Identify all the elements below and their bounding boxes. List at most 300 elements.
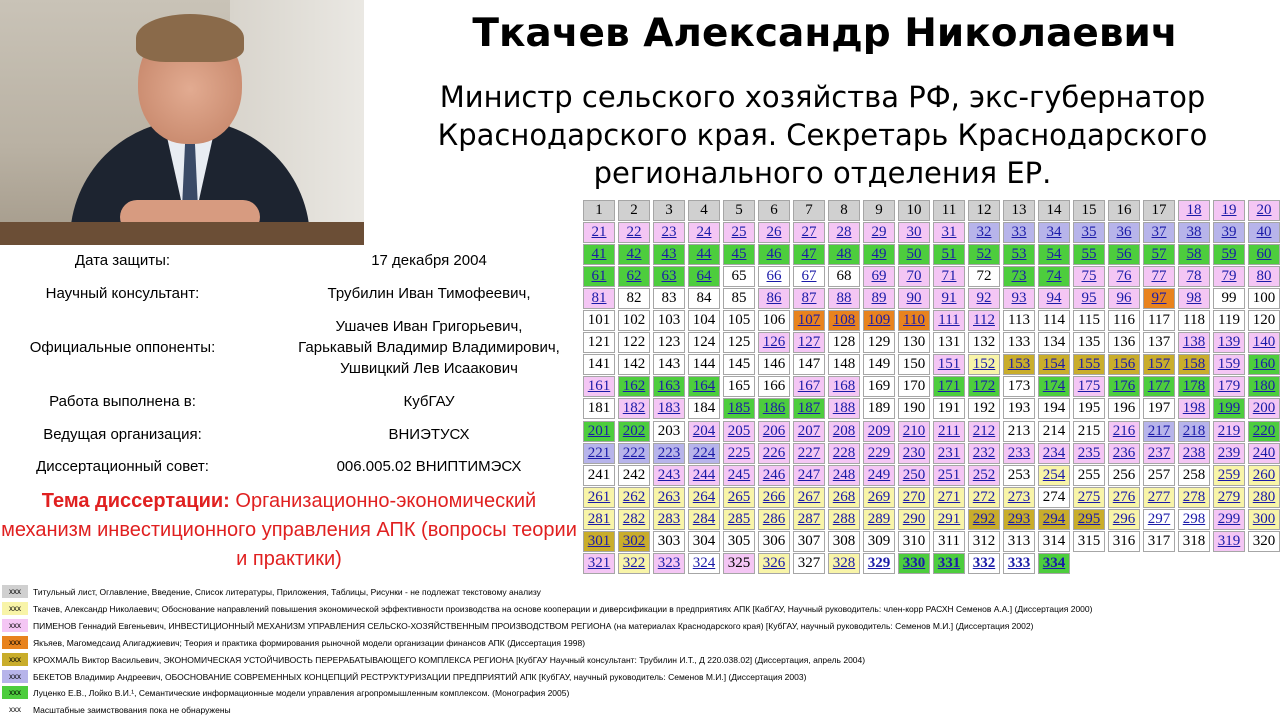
page-cell[interactable]: 153 <box>1003 354 1035 375</box>
page-cell[interactable]: 222 <box>618 443 650 464</box>
info-label: Научный консультант: <box>45 285 200 302</box>
page-cell: 124 <box>688 332 720 353</box>
legend-item <box>0 584 1280 600</box>
page-cell[interactable]: 187 <box>793 398 825 419</box>
page-cell[interactable]: 202 <box>618 421 650 442</box>
page-cell[interactable]: 244 <box>688 465 720 486</box>
page-cell[interactable]: 247 <box>793 465 825 486</box>
page-cell[interactable]: 96 <box>1108 288 1140 309</box>
page-cell: 325 <box>723 553 755 574</box>
page-cell[interactable]: 167 <box>793 376 825 397</box>
info-value: Трубилин Иван Тимофеевич, <box>327 285 531 302</box>
page-cell[interactable]: 267 <box>793 487 825 508</box>
page-cell[interactable]: 152 <box>968 354 1000 375</box>
page-cell[interactable]: 264 <box>688 487 720 508</box>
page-cell[interactable]: 52 <box>968 244 1000 265</box>
page-cell: 114 <box>1038 310 1070 331</box>
page-cell[interactable]: 300 <box>1248 509 1280 530</box>
page-cell[interactable]: 240 <box>1248 443 1280 464</box>
page-cell[interactable]: 186 <box>758 398 790 419</box>
page-cell: 115 <box>1073 310 1105 331</box>
page-cell[interactable]: 76 <box>1108 266 1140 287</box>
page-cell[interactable]: 299 <box>1213 509 1245 530</box>
page-cell[interactable]: 63 <box>653 266 685 287</box>
page-cell: 141 <box>583 354 615 375</box>
page-cell[interactable]: 20 <box>1248 200 1280 221</box>
page-cell[interactable]: 188 <box>828 398 860 419</box>
page-cell[interactable]: 228 <box>828 443 860 464</box>
page-cell[interactable]: 200 <box>1248 398 1280 419</box>
page-cell[interactable]: 269 <box>863 487 895 508</box>
page-cell[interactable]: 250 <box>898 465 930 486</box>
page-cell[interactable]: 90 <box>898 288 930 309</box>
page-cell[interactable]: 211 <box>933 421 965 442</box>
page-cell[interactable]: 201 <box>583 421 615 442</box>
page-cell[interactable]: 236 <box>1108 443 1140 464</box>
page-cell[interactable]: 272 <box>968 487 1000 508</box>
page-cell[interactable]: 216 <box>1108 421 1140 442</box>
page-cell[interactable]: 77 <box>1143 266 1175 287</box>
page-cell[interactable]: 265 <box>723 487 755 508</box>
page-cell[interactable]: 74 <box>1038 266 1070 287</box>
page-cell[interactable]: 48 <box>828 244 860 265</box>
page-cell[interactable]: 37 <box>1143 222 1175 243</box>
page-cell[interactable]: 329 <box>863 553 895 574</box>
page-cell[interactable]: 295 <box>1073 509 1105 530</box>
page-cell[interactable]: 230 <box>898 443 930 464</box>
page-cell[interactable]: 46 <box>758 244 790 265</box>
page-cell: 99 <box>1213 288 1245 309</box>
info-label: Работа выполнена в: <box>49 393 196 410</box>
page-cell[interactable]: 333 <box>1003 553 1035 574</box>
page-cell: 256 <box>1108 465 1140 486</box>
info-value: Гарькавый Владимир Владимирович, <box>298 339 560 356</box>
legend-swatch: xxx <box>2 686 28 699</box>
page-cell: 314 <box>1038 531 1070 552</box>
page-cell[interactable]: 291 <box>933 509 965 530</box>
page-cell[interactable]: 297 <box>1143 509 1175 530</box>
page-cell: 85 <box>723 288 755 309</box>
page-cell[interactable]: 321 <box>583 553 615 574</box>
page-cell[interactable]: 45 <box>723 244 755 265</box>
page-cell[interactable]: 293 <box>1003 509 1035 530</box>
page-cell[interactable]: 160 <box>1248 354 1280 375</box>
page-cell[interactable]: 225 <box>723 443 755 464</box>
page-cell[interactable]: 276 <box>1108 487 1140 508</box>
page-cell: 146 <box>758 354 790 375</box>
page-cell[interactable]: 163 <box>653 376 685 397</box>
page-cell[interactable]: 235 <box>1073 443 1105 464</box>
page-cell[interactable]: 138 <box>1178 332 1210 353</box>
page-cell: 312 <box>968 531 1000 552</box>
page-cell[interactable]: 275 <box>1073 487 1105 508</box>
page-cell[interactable]: 174 <box>1038 376 1070 397</box>
page-cell[interactable]: 218 <box>1178 421 1210 442</box>
page-cell[interactable]: 79 <box>1213 266 1245 287</box>
page-cell: 253 <box>1003 465 1035 486</box>
page-cell[interactable]: 44 <box>688 244 720 265</box>
page-cell: 150 <box>898 354 930 375</box>
page-cell[interactable]: 86 <box>758 288 790 309</box>
page-cell: 320 <box>1248 531 1280 552</box>
page-cell[interactable]: 289 <box>863 509 895 530</box>
page-cell[interactable]: 36 <box>1108 222 1140 243</box>
page-cell[interactable]: 266 <box>758 487 790 508</box>
page-cell[interactable]: 245 <box>723 465 755 486</box>
page-cell: 136 <box>1108 332 1140 353</box>
page-cell[interactable]: 219 <box>1213 421 1245 442</box>
page-cell[interactable]: 251 <box>933 465 965 486</box>
page-cell[interactable]: 162 <box>618 376 650 397</box>
page-cell[interactable]: 56 <box>1108 244 1140 265</box>
page-cell[interactable]: 67 <box>793 266 825 287</box>
info-row <box>0 456 578 477</box>
page-cell[interactable]: 176 <box>1108 376 1140 397</box>
page-cell[interactable]: 246 <box>758 465 790 486</box>
page-cell[interactable]: 69 <box>863 266 895 287</box>
page-cell[interactable]: 232 <box>968 443 1000 464</box>
page-cell[interactable]: 73 <box>1003 266 1035 287</box>
page-cell[interactable]: 78 <box>1178 266 1210 287</box>
page-cell[interactable]: 178 <box>1178 376 1210 397</box>
page-cell[interactable]: 28 <box>828 222 860 243</box>
legend-text: Масштабные заимствования пока не обнаружены <box>33 705 231 716</box>
page-cell[interactable]: 199 <box>1213 398 1245 419</box>
page-cell: 242 <box>618 465 650 486</box>
page-cell[interactable]: 109 <box>863 310 895 331</box>
page-cell[interactable]: 24 <box>688 222 720 243</box>
legend-swatch: xxx <box>2 653 28 666</box>
page-cell[interactable]: 60 <box>1248 244 1280 265</box>
page-cell: 102 <box>618 310 650 331</box>
legend-item <box>0 685 1280 701</box>
page-cell[interactable]: 127 <box>793 332 825 353</box>
page-cell[interactable]: 97 <box>1143 288 1175 309</box>
page-cell[interactable]: 75 <box>1073 266 1105 287</box>
page-cell[interactable]: 59 <box>1213 244 1245 265</box>
legend-text: ПИМЕНОВ Геннадий Евгеньевич, ИНВЕСТИЦИОННЫЙ МЕХАНИЗМ УПРАВЛЕНИЯ СЕЛЬСКО-ХОЗЯЙСТВЕННЫМ ПРОИЗВОДСТВОМ РЕГИОНА (на материалах Краснодарского края) [КубГАУ, научный руководитель: Семенов М.И.] (Диссертация 2002) <box>33 620 1034 631</box>
page-cell[interactable]: 92 <box>968 288 1000 309</box>
page-cell: 135 <box>1073 332 1105 353</box>
page-cell[interactable]: 270 <box>898 487 930 508</box>
page-cell[interactable]: 331 <box>933 553 965 574</box>
page-cell[interactable]: 171 <box>933 376 965 397</box>
page-cell[interactable]: 286 <box>758 509 790 530</box>
page-cell: 147 <box>793 354 825 375</box>
page-cell[interactable]: 34 <box>1038 222 1070 243</box>
page-cell[interactable]: 39 <box>1213 222 1245 243</box>
page-cell[interactable]: 180 <box>1248 376 1280 397</box>
page-title: Ткачев Александр Николаевич <box>472 11 1178 56</box>
page-cell[interactable]: 111 <box>933 310 965 331</box>
page-cell[interactable]: 323 <box>653 553 685 574</box>
page-cell[interactable]: 151 <box>933 354 965 375</box>
legend-swatch: xxx <box>2 602 28 615</box>
page-cell[interactable]: 261 <box>583 487 615 508</box>
page-cell[interactable]: 155 <box>1073 354 1105 375</box>
page-cell: 170 <box>898 376 930 397</box>
page-cell[interactable]: 287 <box>793 509 825 530</box>
page-cell[interactable]: 22 <box>618 222 650 243</box>
page-cell[interactable]: 66 <box>758 266 790 287</box>
page-cell[interactable]: 248 <box>828 465 860 486</box>
page-cell[interactable]: 53 <box>1003 244 1035 265</box>
page-cell[interactable]: 223 <box>653 443 685 464</box>
page-cell: 305 <box>723 531 755 552</box>
page-cell[interactable]: 93 <box>1003 288 1035 309</box>
legend-text: Луценко Е.В., Лойко В.И.¹, Семантические информационные модели управления агропромышленным комплексом. (Монография 2005) <box>33 688 570 699</box>
page-cell[interactable]: 110 <box>898 310 930 331</box>
page-cell[interactable]: 107 <box>793 310 825 331</box>
page-cell[interactable]: 154 <box>1038 354 1070 375</box>
page-cell: 120 <box>1248 310 1280 331</box>
page-cell[interactable]: 284 <box>688 509 720 530</box>
page-cell[interactable]: 21 <box>583 222 615 243</box>
page-cell[interactable]: 239 <box>1213 443 1245 464</box>
page-cell: 143 <box>653 354 685 375</box>
page-cell[interactable]: 183 <box>653 398 685 419</box>
page-cell[interactable]: 292 <box>968 509 1000 530</box>
page-cell[interactable]: 252 <box>968 465 1000 486</box>
page-cell: 313 <box>1003 531 1035 552</box>
page-cell: 2 <box>618 200 650 221</box>
page-cell[interactable]: 40 <box>1248 222 1280 243</box>
page-cell[interactable]: 58 <box>1178 244 1210 265</box>
page-cell[interactable]: 254 <box>1038 465 1070 486</box>
page-cell[interactable]: 179 <box>1213 376 1245 397</box>
page-cell: 144 <box>688 354 720 375</box>
page-cell: 327 <box>793 553 825 574</box>
page-cell[interactable]: 70 <box>898 266 930 287</box>
page-cell[interactable]: 324 <box>688 553 720 574</box>
page-cell[interactable]: 64 <box>688 266 720 287</box>
page-cell[interactable]: 140 <box>1248 332 1280 353</box>
page-cell[interactable]: 164 <box>688 376 720 397</box>
page-cell[interactable]: 326 <box>758 553 790 574</box>
page-cell: 129 <box>863 332 895 353</box>
page-cell: 148 <box>828 354 860 375</box>
page-cell: 84 <box>688 288 720 309</box>
page-cell: 193 <box>1003 398 1035 419</box>
page-cell[interactable]: 91 <box>933 288 965 309</box>
page-cell[interactable]: 168 <box>828 376 860 397</box>
page-cell: 149 <box>863 354 895 375</box>
page-cell[interactable]: 280 <box>1248 487 1280 508</box>
page-cell[interactable]: 50 <box>898 244 930 265</box>
page-cell[interactable]: 212 <box>968 421 1000 442</box>
page-cell[interactable]: 185 <box>723 398 755 419</box>
legend-swatch: xxx <box>2 585 28 598</box>
page-cell[interactable]: 182 <box>618 398 650 419</box>
page-cell[interactable]: 35 <box>1073 222 1105 243</box>
page-cell[interactable]: 332 <box>968 553 1000 574</box>
page-cell[interactable]: 87 <box>793 288 825 309</box>
legend-text: КРОХМАЛЬ Виктор Васильевич, ЭКОНОМИЧЕСКАЯ УСТОЙЧИВОСТЬ ПЕРЕРАБАТЫВАЮЩЕГО КОМПЛЕКСА РЕГИОНА [КубГАУ Научный консультант: Трубилин И.Т., Д 220.038.02] (Диссертация, апрель 2004) <box>33 654 866 665</box>
page-cell[interactable]: 296 <box>1108 509 1140 530</box>
page-cell[interactable]: 226 <box>758 443 790 464</box>
page-cell[interactable]: 198 <box>1178 398 1210 419</box>
page-cell[interactable]: 98 <box>1178 288 1210 309</box>
info-row <box>0 316 578 379</box>
page-cell[interactable]: 209 <box>863 421 895 442</box>
page-cell[interactable]: 158 <box>1178 354 1210 375</box>
page-cell[interactable]: 285 <box>723 509 755 530</box>
page-cell[interactable]: 108 <box>828 310 860 331</box>
page-cell[interactable]: 249 <box>863 465 895 486</box>
page-cell: 131 <box>933 332 965 353</box>
page-cell[interactable]: 159 <box>1213 354 1245 375</box>
page-cell[interactable]: 217 <box>1143 421 1175 442</box>
page-cell[interactable]: 273 <box>1003 487 1035 508</box>
page-cell[interactable]: 233 <box>1003 443 1035 464</box>
page-cell[interactable]: 55 <box>1073 244 1105 265</box>
page-cell[interactable]: 294 <box>1038 509 1070 530</box>
page-cell: 191 <box>933 398 965 419</box>
page-cell: 137 <box>1143 332 1175 353</box>
page-cell: 65 <box>723 266 755 287</box>
page-cell[interactable]: 41 <box>583 244 615 265</box>
page-cell[interactable]: 205 <box>723 421 755 442</box>
page-cell[interactable]: 172 <box>968 376 1000 397</box>
page-cell[interactable]: 23 <box>653 222 685 243</box>
page-cell[interactable]: 302 <box>618 531 650 552</box>
page-cell[interactable]: 38 <box>1178 222 1210 243</box>
page-cell[interactable]: 322 <box>618 553 650 574</box>
page-cell[interactable]: 30 <box>898 222 930 243</box>
page-cell[interactable]: 18 <box>1178 200 1210 221</box>
page-cell[interactable]: 33 <box>1003 222 1035 243</box>
page-cell[interactable]: 283 <box>653 509 685 530</box>
legend-item <box>0 635 1280 651</box>
page-cell[interactable]: 262 <box>618 487 650 508</box>
page-cell[interactable]: 277 <box>1143 487 1175 508</box>
page-cell: 8 <box>828 200 860 221</box>
page-cell[interactable]: 161 <box>583 376 615 397</box>
page-cell[interactable]: 26 <box>758 222 790 243</box>
page-cell[interactable]: 237 <box>1143 443 1175 464</box>
page-cell[interactable]: 278 <box>1178 487 1210 508</box>
page-cell[interactable]: 231 <box>933 443 965 464</box>
page-cell[interactable]: 220 <box>1248 421 1280 442</box>
page-cell: 17 <box>1143 200 1175 221</box>
page-cell: 303 <box>653 531 685 552</box>
page-cell[interactable]: 282 <box>618 509 650 530</box>
page-cell[interactable]: 207 <box>793 421 825 442</box>
page-cell: 215 <box>1073 421 1105 442</box>
page-cell[interactable]: 89 <box>863 288 895 309</box>
page-cell[interactable]: 175 <box>1073 376 1105 397</box>
page-cell[interactable]: 139 <box>1213 332 1245 353</box>
page-cell[interactable]: 61 <box>583 266 615 287</box>
page-cell[interactable]: 290 <box>898 509 930 530</box>
page-subtitle: Министр сельского хозяйства РФ, экс-губернатор Краснодарского края. Секретарь Краснодарского регионального отделения ЕР. <box>437 80 1208 190</box>
page-cell[interactable]: 43 <box>653 244 685 265</box>
page-cell[interactable]: 95 <box>1073 288 1105 309</box>
page-cell[interactable]: 301 <box>583 531 615 552</box>
page-cell: 169 <box>863 376 895 397</box>
info-label: Ведущая организация: <box>43 426 202 443</box>
page-cell[interactable]: 88 <box>828 288 860 309</box>
page-cell[interactable]: 177 <box>1143 376 1175 397</box>
info-value: 17 декабря 2004 <box>371 252 487 269</box>
page-cell: 101 <box>583 310 615 331</box>
page-cell: 274 <box>1038 487 1070 508</box>
page-cell[interactable]: 32 <box>968 222 1000 243</box>
page-cell[interactable]: 25 <box>723 222 755 243</box>
page-cell[interactable]: 334 <box>1038 553 1070 574</box>
page-cell[interactable]: 157 <box>1143 354 1175 375</box>
page-cell[interactable]: 221 <box>583 443 615 464</box>
page-cell[interactable]: 29 <box>863 222 895 243</box>
page-cell[interactable]: 112 <box>968 310 1000 331</box>
page-cell[interactable]: 19 <box>1213 200 1245 221</box>
page-cell[interactable]: 227 <box>793 443 825 464</box>
page-cell[interactable]: 330 <box>898 553 930 574</box>
page-cell[interactable]: 224 <box>688 443 720 464</box>
page-cell[interactable]: 259 <box>1213 465 1245 486</box>
page-cell[interactable]: 81 <box>583 288 615 309</box>
page-cell[interactable]: 238 <box>1178 443 1210 464</box>
topic-heading: Тема диссертации: <box>41 490 230 512</box>
legend-swatch: xxx <box>2 636 28 649</box>
page-cell[interactable]: 94 <box>1038 288 1070 309</box>
page-cell[interactable]: 51 <box>933 244 965 265</box>
page-cell[interactable]: 62 <box>618 266 650 287</box>
page-cell[interactable]: 80 <box>1248 266 1280 287</box>
page-cell: 308 <box>828 531 860 552</box>
page-cell[interactable]: 206 <box>758 421 790 442</box>
page-cell[interactable]: 243 <box>653 465 685 486</box>
page-cell[interactable]: 27 <box>793 222 825 243</box>
page-cell[interactable]: 229 <box>863 443 895 464</box>
page-cell[interactable]: 210 <box>898 421 930 442</box>
page-cell: 255 <box>1073 465 1105 486</box>
page-cell[interactable]: 49 <box>863 244 895 265</box>
page-cell[interactable]: 319 <box>1213 531 1245 552</box>
page-cell: 83 <box>653 288 685 309</box>
info-row <box>0 250 578 271</box>
page-cell[interactable]: 260 <box>1248 465 1280 486</box>
page-cell[interactable]: 263 <box>653 487 685 508</box>
page-cell[interactable]: 156 <box>1108 354 1140 375</box>
page-cell[interactable]: 126 <box>758 332 790 353</box>
page-cell[interactable]: 279 <box>1213 487 1245 508</box>
page-cell[interactable]: 234 <box>1038 443 1070 464</box>
page-cell[interactable]: 288 <box>828 509 860 530</box>
page-cell: 6 <box>758 200 790 221</box>
page-cell[interactable]: 281 <box>583 509 615 530</box>
page-cell[interactable]: 57 <box>1143 244 1175 265</box>
page-cell[interactable]: 298 <box>1178 509 1210 530</box>
page-cell: 72 <box>968 266 1000 287</box>
page-cell[interactable]: 204 <box>688 421 720 442</box>
page-cell[interactable]: 208 <box>828 421 860 442</box>
page-cell[interactable]: 54 <box>1038 244 1070 265</box>
legend-swatch: xxx <box>2 703 28 716</box>
page-cell: 315 <box>1073 531 1105 552</box>
page-cell: 3 <box>653 200 685 221</box>
page-cell[interactable]: 328 <box>828 553 860 574</box>
page-cell: 100 <box>1248 288 1280 309</box>
page-cell[interactable]: 271 <box>933 487 965 508</box>
page-cell: 128 <box>828 332 860 353</box>
page-cell[interactable]: 47 <box>793 244 825 265</box>
page-cell[interactable]: 42 <box>618 244 650 265</box>
page-cell[interactable]: 268 <box>828 487 860 508</box>
page-cell[interactable]: 71 <box>933 266 965 287</box>
legend-item <box>0 601 1280 617</box>
page-cell[interactable]: 31 <box>933 222 965 243</box>
